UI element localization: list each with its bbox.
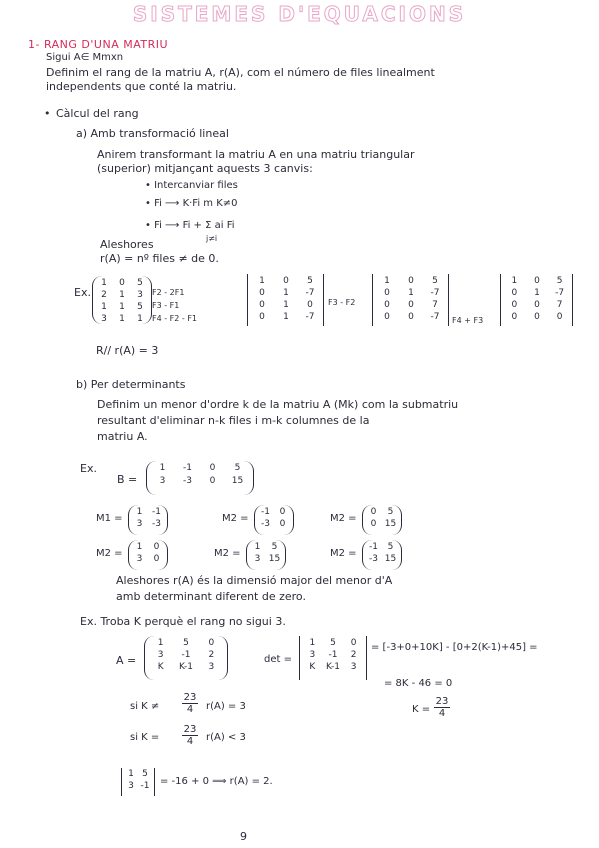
example-3-label: Ex. Troba K perquè el rang no sigui 3. xyxy=(80,615,286,628)
matrix-4-cell: 1 xyxy=(534,288,540,298)
case-2-num: 23 xyxy=(183,724,197,735)
small-det-cell: 3 xyxy=(128,781,134,791)
matrix-b-cell: 1 xyxy=(159,463,166,473)
matrix-3-cell: 0 xyxy=(408,312,414,322)
method-b-line-3: matriu A. xyxy=(97,430,148,443)
minor-label: M2 = xyxy=(222,513,249,524)
minor-matrix xyxy=(365,542,399,564)
matrix-3-cell: 1 xyxy=(384,276,390,286)
matrix-3-cell: -7 xyxy=(430,312,440,322)
then-label: Aleshores xyxy=(100,238,154,251)
matrix-a-name: A = xyxy=(116,654,137,667)
minor-cell: 5 xyxy=(387,542,394,552)
then-line-1: Aleshores r(A) és la dimensió major del menor d'A xyxy=(116,574,393,587)
minor-cell: 1 xyxy=(254,542,261,552)
matrix-a-cell: 2 xyxy=(208,650,215,660)
matrix-a xyxy=(148,638,224,672)
matrix-4-cell: -7 xyxy=(555,288,565,298)
matrix-2-cell: 0 xyxy=(259,288,265,298)
det-matrix-cell: 3 xyxy=(350,662,357,672)
matrix-2-cell: 0 xyxy=(283,276,289,286)
minor-cell: 0 xyxy=(370,519,377,529)
matrix-a-cell: 0 xyxy=(208,638,215,648)
matrix-1-cell: 1 xyxy=(101,278,107,288)
det-right-bar xyxy=(366,636,367,680)
matrix-a-cell: -1 xyxy=(181,650,191,660)
matrix-b-cell: 0 xyxy=(209,476,216,486)
small-det-cell: 5 xyxy=(142,769,148,779)
case-1-result: r(A) = 3 xyxy=(206,701,246,712)
change-1: • Intercanviar files xyxy=(145,180,238,191)
matrix-3-cell: 0 xyxy=(408,300,414,310)
matrix-a-cell: K-1 xyxy=(179,662,193,672)
det-matrix-cell: 0 xyxy=(350,638,357,648)
matrix-b-cell: -3 xyxy=(183,476,192,486)
matrix-1-cell: 1 xyxy=(137,314,143,324)
bullet-icon: • xyxy=(44,107,51,120)
case-2-result: r(A) < 3 xyxy=(206,732,246,743)
matrix-1-cell: 1 xyxy=(101,302,107,312)
matrix-3-cell: 1 xyxy=(408,288,414,298)
row-op-2: F3 - F1 xyxy=(152,301,180,310)
matrix-2-cell: 0 xyxy=(259,312,265,322)
minor-label: M2 = xyxy=(214,548,241,559)
matrix-3 xyxy=(375,276,447,322)
k-solution-fraction xyxy=(434,696,450,719)
matrix-b-cell: 0 xyxy=(209,463,216,473)
matrix-2 xyxy=(250,276,322,322)
small-det-matrix xyxy=(124,769,152,791)
matrix-2-right-bar xyxy=(323,274,324,326)
matrix-2-cell: 0 xyxy=(307,300,313,310)
matrix-4-left-bar xyxy=(500,274,501,326)
method-a-title: a) Amb transformació lineal xyxy=(76,127,229,140)
matrix-4 xyxy=(503,276,571,322)
matrix-b-cell: 15 xyxy=(231,476,244,486)
result-1: R// r(A) = 3 xyxy=(96,344,159,357)
small-det-right-bar xyxy=(154,768,155,796)
case-1-den: 4 xyxy=(182,703,198,715)
case-2-label: si K = xyxy=(130,732,160,743)
matrix-2-cell: -7 xyxy=(305,312,315,322)
matrix-b-cell: 5 xyxy=(234,463,241,473)
example-label: Ex. xyxy=(74,286,91,299)
matrix-4-cell: 5 xyxy=(556,276,563,286)
small-det-result: = -16 + 0 ⟹ r(A) = 2. xyxy=(160,776,273,787)
minor-cell: -1 xyxy=(261,507,270,517)
matrix-b-cell: 3 xyxy=(159,476,166,486)
matrix-2-cell: 1 xyxy=(283,288,289,298)
definition-line-1: Definim el rang de la matriu A, r(A), com el número de files linealment xyxy=(46,66,435,79)
minor-matrix xyxy=(365,507,399,529)
matrix-3-cell: 0 xyxy=(384,288,390,298)
matrix-a-cell: 3 xyxy=(157,650,164,660)
minor-cell: -1 xyxy=(152,507,161,517)
matrix-1-cell: 1 xyxy=(119,314,125,324)
minor-cell: 5 xyxy=(271,542,278,552)
det-matrix-cell: 1 xyxy=(309,638,316,648)
det-equation: = 8K - 46 = 0 xyxy=(384,678,453,689)
minor-cell: 1 xyxy=(136,542,143,552)
method-a-line-1: Anirem transformant la matriu A en una matriu triangular xyxy=(97,148,415,161)
matrix-2-cell: 1 xyxy=(283,300,289,310)
small-det-left-bar xyxy=(121,768,122,796)
det-label: det = xyxy=(264,654,292,665)
det-matrix-cell: 2 xyxy=(350,650,357,660)
minor-cell: 3 xyxy=(136,519,143,529)
minor-matrix xyxy=(249,542,283,564)
minor-cell: 5 xyxy=(387,507,394,517)
minor-cell: 15 xyxy=(268,554,281,564)
minor-matrix xyxy=(131,542,165,564)
matrix-2-cell: 1 xyxy=(283,312,289,322)
matrix-4-cell: 0 xyxy=(556,312,563,322)
method-b-line-2: resultant d'eliminar n-k files i m-k columnes de la xyxy=(97,414,370,427)
minor-cell: -3 xyxy=(369,554,378,564)
matrix-1-cell: 2 xyxy=(101,290,107,300)
minor-cell: -1 xyxy=(369,542,378,552)
det-expression: = [-3+0+10K] - [0+2(K-1)+45] = xyxy=(371,642,538,653)
minor-matrix xyxy=(257,507,291,529)
section-heading: 1- RANG D'UNA MATRIU xyxy=(28,38,169,51)
minor-cell: 15 xyxy=(384,519,397,529)
matrix-1-cell: 5 xyxy=(137,302,143,312)
minor-cell: 0 xyxy=(370,507,377,517)
matrix-4-cell: 0 xyxy=(511,312,518,322)
minor-cell: 0 xyxy=(153,542,160,552)
matrix-4-cell: 0 xyxy=(534,300,540,310)
minor-label: M2 = xyxy=(330,513,357,524)
minor-cell: -3 xyxy=(261,519,270,529)
calc-title: Càlcul del rang xyxy=(56,107,139,120)
matrix-1-cell: 5 xyxy=(137,278,143,288)
matrix-a-cell: 5 xyxy=(183,638,189,648)
matrix-4-cell: 1 xyxy=(511,276,518,286)
matrix-4-right-bar xyxy=(572,274,573,326)
rank-rule: r(A) = nº files ≠ de 0. xyxy=(100,252,219,265)
case-1-num: 23 xyxy=(183,692,197,703)
matrix-a-cell: K xyxy=(157,662,164,672)
matrix-3-cell: 0 xyxy=(384,312,390,322)
k-den: 4 xyxy=(434,707,450,719)
row-ops-1 xyxy=(152,286,222,325)
change-2: • Fi ⟶ K·Fi m K≠0 xyxy=(145,198,238,209)
section-sub: Sigui A∈ Mmxn xyxy=(46,52,124,63)
method-b-title: b) Per determinants xyxy=(76,378,186,391)
row-op-f3: F3 - F2 xyxy=(328,298,356,307)
matrix-b xyxy=(150,463,250,486)
matrix-1-cell: 3 xyxy=(137,290,143,300)
matrix-1-cell: 0 xyxy=(119,278,125,288)
minor-label: M2 = xyxy=(330,548,357,559)
matrix-4-cell: 0 xyxy=(511,300,518,310)
matrix-3-cell: -7 xyxy=(430,288,440,298)
matrix-2-left-bar xyxy=(247,274,248,326)
minor-cell: 15 xyxy=(384,554,397,564)
k-solution-label: K = xyxy=(412,704,431,715)
matrix-4-cell: 0 xyxy=(534,276,540,286)
matrix-4-cell: 7 xyxy=(556,300,563,310)
matrix-2-cell: 0 xyxy=(259,300,265,310)
k-num: 23 xyxy=(435,696,449,707)
method-a-line-2: (superior) mitjançant aquests 3 canvis: xyxy=(97,162,313,175)
case-1-fraction xyxy=(182,692,198,715)
matrix-2-cell: 5 xyxy=(307,276,313,286)
minor-cell: 3 xyxy=(136,554,143,564)
matrix-3-cell: 5 xyxy=(432,276,438,286)
minor-matrix xyxy=(131,507,165,529)
matrix-1-cell: 1 xyxy=(119,290,125,300)
matrix-1 xyxy=(95,278,149,324)
det-matrix-cell: 3 xyxy=(309,650,316,660)
minor-cell: 3 xyxy=(254,554,261,564)
det-matrix-cell: K xyxy=(309,662,316,672)
matrix-3-cell: 0 xyxy=(384,300,390,310)
small-det-cell: 1 xyxy=(128,769,134,779)
det-matrix-cell: -1 xyxy=(328,650,338,660)
matrix-1-cell: 3 xyxy=(101,314,107,324)
minor-cell: 0 xyxy=(153,554,160,564)
minor-cell: 1 xyxy=(136,507,143,517)
method-b-line-1: Definim un menor d'ordre k de la matriu A (Mk) com la submatriu xyxy=(97,398,459,411)
change-3-sub: j≠i xyxy=(206,234,218,243)
case-1-label: si K ≠ xyxy=(130,701,160,712)
minor-cell: 0 xyxy=(279,519,286,529)
det-matrix xyxy=(302,638,364,672)
page-title: SISTEMES D'EQUACIONS xyxy=(132,2,467,26)
then-line-2: amb determinant diferent de zero. xyxy=(116,590,306,603)
example-2-label: Ex. xyxy=(80,462,97,475)
small-det-cell: -1 xyxy=(140,781,150,791)
row-op-f4: F4 + F3 xyxy=(452,316,484,325)
matrix-b-name: B = xyxy=(117,473,138,486)
case-2-den: 4 xyxy=(182,735,198,747)
matrix-4-cell: 0 xyxy=(511,288,518,298)
matrix-a-cell: 3 xyxy=(208,662,215,672)
minor-label: M1 = xyxy=(96,513,123,524)
matrix-2-cell: -7 xyxy=(305,288,315,298)
definition-line-2: independents que conté la matriu. xyxy=(46,80,237,93)
det-left-bar xyxy=(299,636,300,680)
minor-cell: -3 xyxy=(152,519,161,529)
matrix-2-cell: 1 xyxy=(259,276,265,286)
minor-cell: 0 xyxy=(279,507,286,517)
matrix-1-cell: 1 xyxy=(119,302,125,312)
matrix-b-cell: -1 xyxy=(183,463,192,473)
minor-label: M2 = xyxy=(96,548,123,559)
case-2-fraction xyxy=(182,724,198,747)
row-op-1: F2 - 2F1 xyxy=(152,288,185,297)
matrix-3-cell: 7 xyxy=(432,300,438,310)
matrix-3-right-bar xyxy=(448,274,449,326)
matrix-3-cell: 0 xyxy=(408,276,414,286)
change-3: • Fi ⟶ Fi + Σ ai Fi xyxy=(145,220,235,231)
page-number: 9 xyxy=(240,830,247,843)
matrix-a-cell: 1 xyxy=(157,638,164,648)
det-matrix-cell: 5 xyxy=(330,638,336,648)
det-matrix-cell: K-1 xyxy=(326,662,340,672)
matrix-3-left-bar xyxy=(372,274,373,326)
row-op-3: F4 - F2 - F1 xyxy=(152,314,198,323)
matrix-4-cell: 0 xyxy=(534,312,540,322)
